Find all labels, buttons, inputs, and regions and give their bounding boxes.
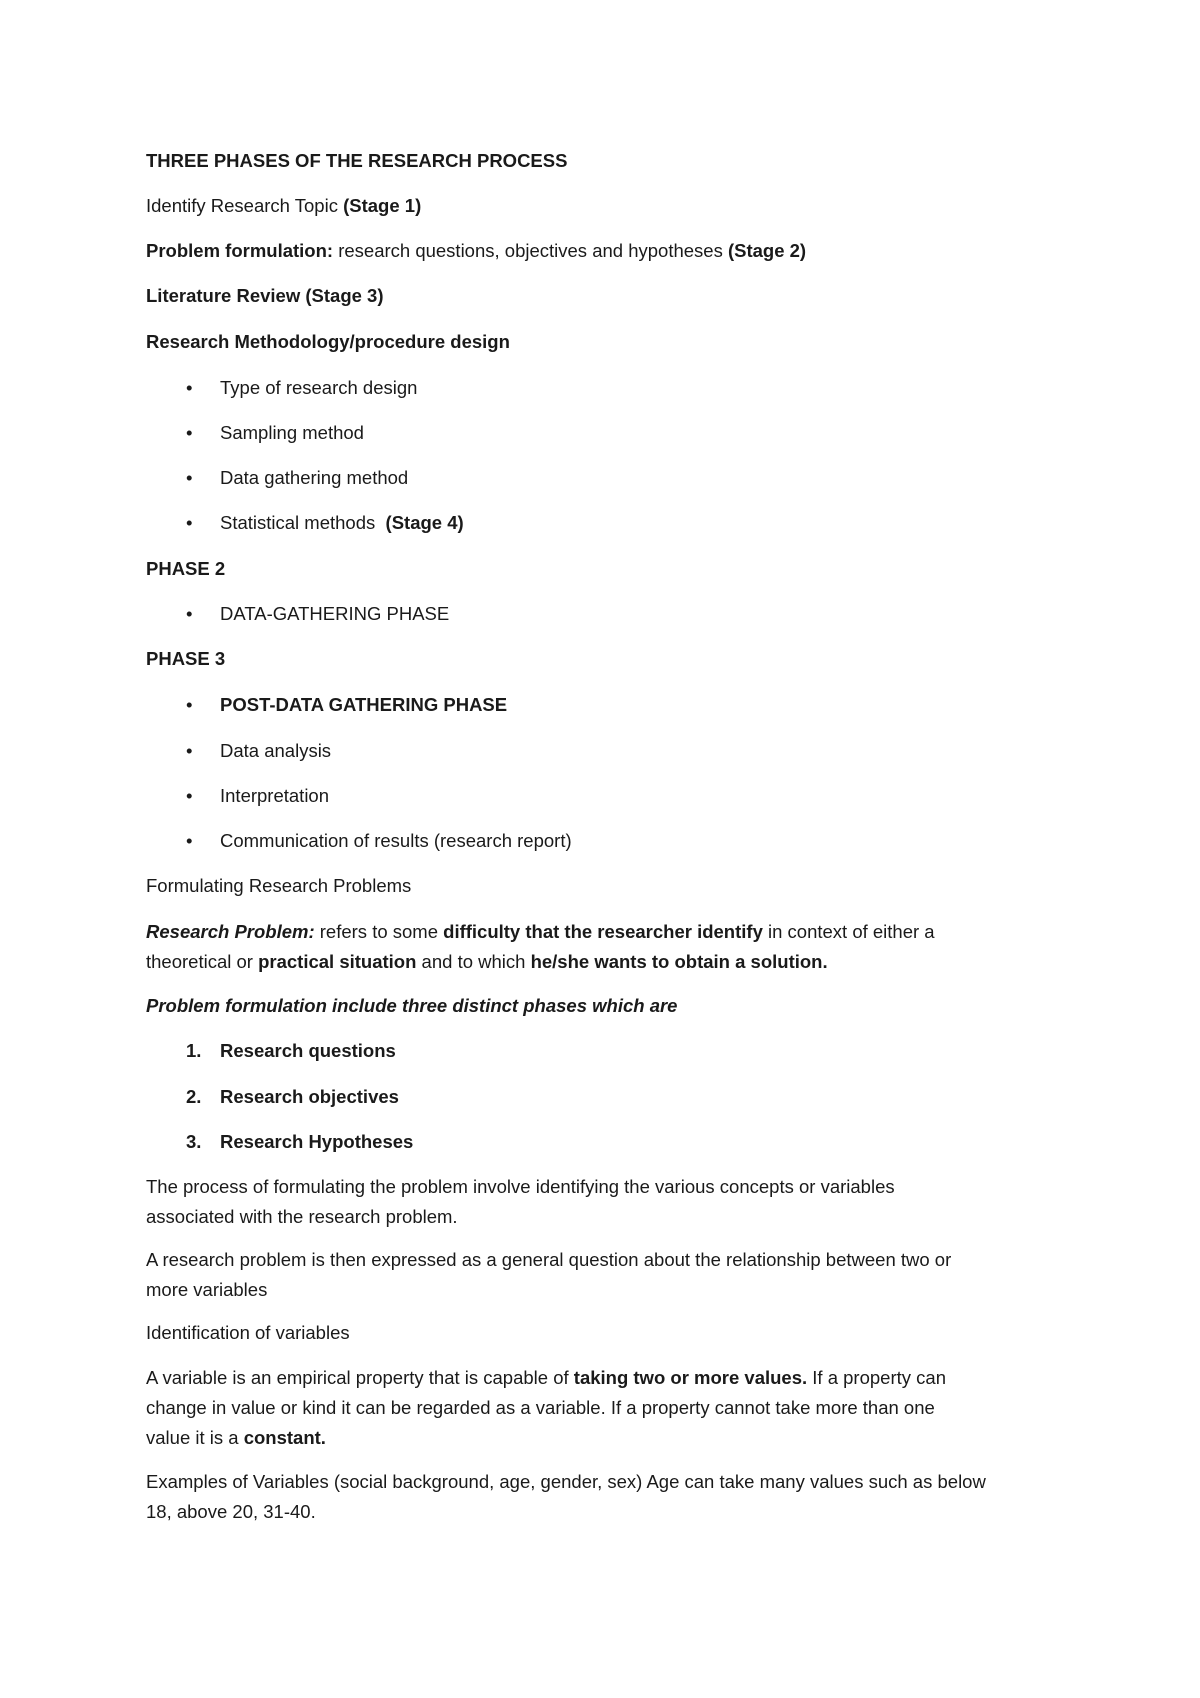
document-title: THREE PHASES OF THE RESEARCH PROCESS bbox=[146, 150, 568, 171]
list-item: • Type of research design bbox=[186, 373, 417, 403]
list-item: • Interpretation bbox=[186, 781, 329, 811]
stage-3-line: Literature Review (Stage 3) bbox=[146, 285, 384, 306]
phase-2-heading: PHASE 2 bbox=[146, 558, 226, 579]
bullet-marker: • bbox=[186, 512, 193, 533]
list-item: 3. Research Hypotheses bbox=[186, 1131, 414, 1152]
methodology-heading: Research Methodology/procedure design bbox=[146, 331, 510, 352]
list-item: • Sampling method bbox=[186, 418, 364, 448]
general-question-paragraph: A research problem is then expressed as a general question about the relationship between two or more variables bbox=[146, 1249, 952, 1300]
bullet-marker: • bbox=[186, 467, 193, 488]
bullet-marker: • bbox=[186, 785, 193, 806]
bullet-marker: • bbox=[186, 830, 193, 851]
list-item: • DATA-GATHERING PHASE bbox=[186, 599, 449, 629]
identification-heading: Identification of variables bbox=[146, 1322, 350, 1343]
problem-formulation-intro: Problem formulation include three distinct phases which are bbox=[146, 995, 678, 1016]
variable-paragraph: A variable is an empirical property that is capable of taking two or more values. If a property can change in value or kind it can be regarded as a variable. If a property cannot take more than one value it is a constant. bbox=[146, 1367, 946, 1448]
stage-1-line: Identify Research Topic (Stage 1) bbox=[146, 195, 422, 216]
list-item: 2. Research objectives bbox=[186, 1086, 399, 1107]
bullet-marker: • bbox=[186, 740, 193, 761]
phase-3-heading: PHASE 3 bbox=[146, 648, 226, 669]
bullet-marker: • bbox=[186, 422, 193, 443]
formulating-heading: Formulating Research Problems bbox=[146, 875, 412, 896]
list-item: • Data analysis bbox=[186, 736, 331, 766]
research-problem-paragraph: Research Problem: refers to some difficulty that the researcher identify in context of either a theoretical or practical situation and to which he/she wants to obtain a solution. bbox=[146, 921, 935, 972]
process-paragraph: The process of formulating the problem involve identifying the various concepts or variables associated with the research problem. bbox=[146, 1176, 895, 1227]
list-item: • Data gathering method bbox=[186, 463, 408, 493]
list-item: • POST-DATA GATHERING PHASE bbox=[186, 690, 507, 720]
list-item: • Communication of results (research report) bbox=[186, 826, 572, 856]
bullet-marker: • bbox=[186, 603, 193, 624]
bullet-marker: • bbox=[186, 377, 193, 398]
bullet-marker: • bbox=[186, 694, 193, 715]
list-item: 1. Research questions bbox=[186, 1040, 396, 1061]
list-item: • Statistical methods (Stage 4) bbox=[186, 508, 464, 538]
examples-paragraph: Examples of Variables (social background, age, gender, sex) Age can take many values such as below 18, above 20, 31-40. bbox=[146, 1471, 986, 1522]
stage-2-line: Problem formulation: research questions, objectives and hypotheses (Stage 2) bbox=[146, 240, 807, 261]
